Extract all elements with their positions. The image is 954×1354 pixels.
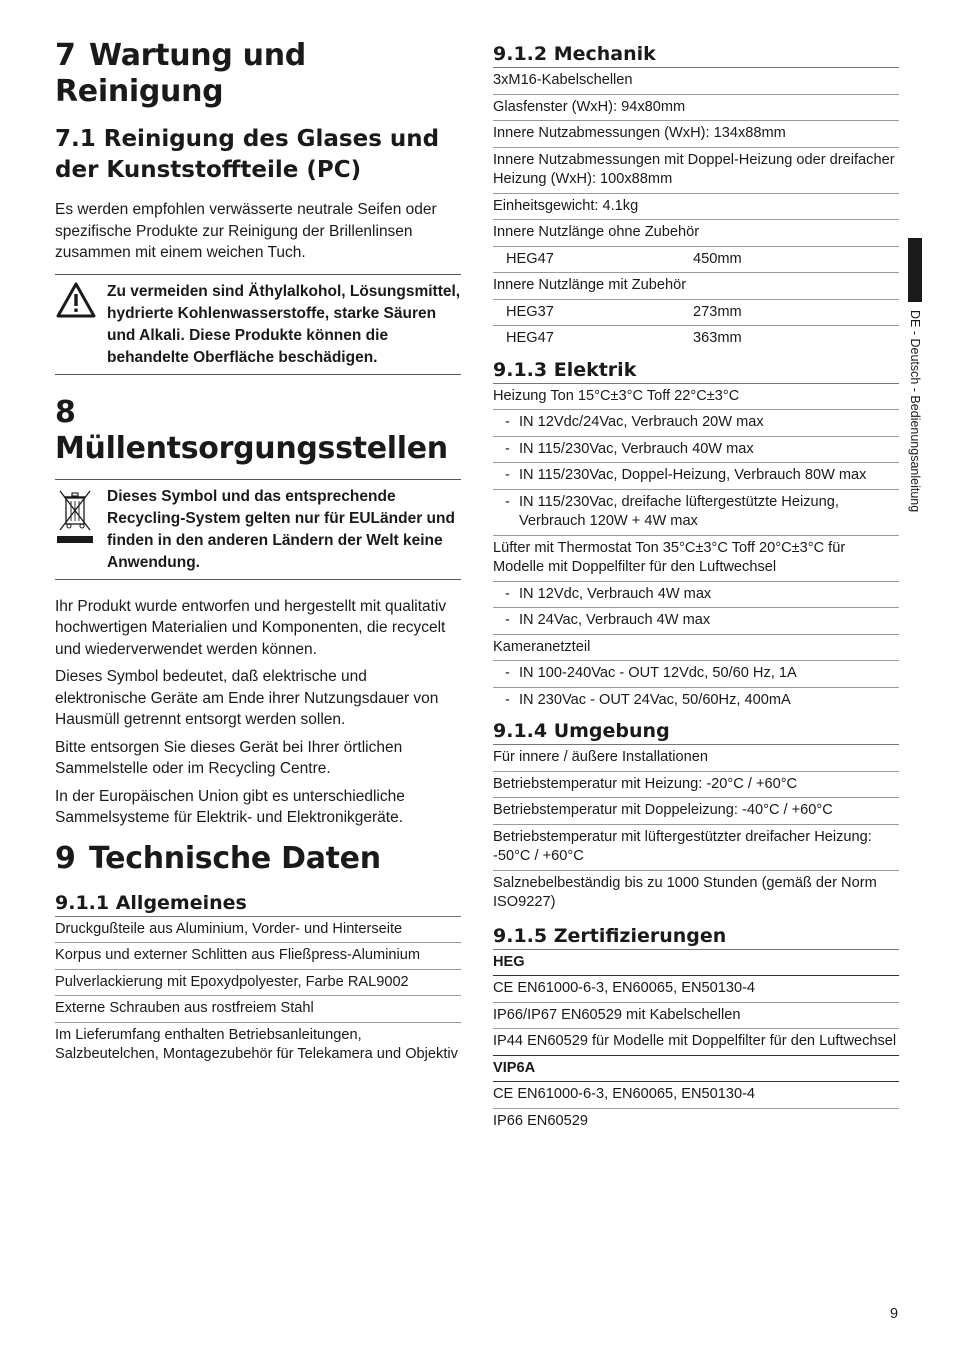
list-item: - IN 230Vac - OUT 24Vac, 50/60Hz, 400mA [505, 691, 791, 708]
disposal-paragraph-4: In der Europäischen Union gibt es unterschiedliche Sammelsysteme für Elektrik- und Elektronikgeräte. [55, 787, 405, 826]
list-item: Betriebstemperatur mit Doppeleizung: -40°C / +60°C [493, 798, 899, 825]
disposal-paragraph-1: Ihr Produkt wurde entworfen und hergestellt mit qualitativ hochwertigen Materialien und Komponenten, die recycelt und wiederverwendet werden können. [55, 597, 447, 658]
section-7-heading: 7 Wartung und Reinigung [55, 38, 306, 109]
list-item: - IN 115/230Vac, dreifache lüftergestützte Heizung, Verbrauch 120W + 4W max [493, 490, 899, 536]
certifications-list [493, 950, 899, 1135]
list-item: Heizung Ton 15°C±3°C Toff 22°C±3°C [493, 384, 899, 411]
section-9-1-4-heading: 9.1.4 Umgebung [493, 719, 899, 745]
list-item: Innere Nutzabmessungen mit Doppel-Heizung oder dreifacher Heizung (WxH): 100x88mm [493, 148, 899, 194]
disposal-paragraph-2: Dieses Symbol bedeutet, daß elektrische und elektronische Geräte am Ende ihrer Nutzungsdauer von Hausmüll getrennt entsorgt werden sollen. [55, 668, 439, 728]
list-item: Externe Schrauben aus rostfreiem Stahl [55, 996, 461, 1023]
electrical-specs-list [493, 384, 899, 714]
list-item: IP44 EN60529 für Modelle mit Doppelfilter für den Luftwechsel [493, 1029, 899, 1056]
list-item: Lüfter mit Thermostat Ton 35°C±3°C Toff 20°C±3°C für Modelle mit Doppelfilter für den Luftwechsel [493, 536, 899, 582]
weee-notice-box [55, 479, 461, 580]
section-9-1-2-heading: 9.1.2 Mechanik [493, 42, 899, 68]
list-item: IP66/IP67 EN60529 mit Kabelschellen [493, 1003, 899, 1030]
weee-notice-text: Dieses Symbol und das entsprechende Recycling-System gelten nur für EULänder und finden in den anderen Ländern der Welt keine Anwendung. [107, 487, 455, 571]
list-item: Innere Nutzabmessungen (WxH): 134x88mm [493, 121, 899, 148]
section-9-heading: 9 Technische Daten [55, 840, 381, 876]
list-item: Pulverlackierung mit Epoxydpolyester, Farbe RAL9002 [55, 970, 461, 997]
list-item: - IN 12Vdc, Verbrauch 4W max [493, 582, 899, 609]
section-9-1-5-heading: 9.1.5 Zertifizierungen [493, 924, 899, 950]
general-specs-list [55, 917, 461, 1068]
list-item: Für innere / äußere Installationen [493, 745, 899, 772]
vip6a-subheading: VIP6A [493, 1056, 899, 1083]
list-item: - IN 115/230Vac, Doppel-Heizung, Verbrauch 80W max [493, 463, 899, 490]
list-item: IP66 EN60529 [493, 1112, 588, 1129]
list-item: - IN 24Vac, Verbrauch 4W max [493, 608, 899, 635]
section-9-1-1-heading: 9.1.1 Allgemeines [55, 891, 461, 917]
table-row: HEG37 273mm [493, 300, 899, 327]
list-item: Druckgußteile aus Aluminium, Vorder- und Hinterseite [55, 917, 461, 944]
list-item: Kameranetzteil [493, 635, 899, 662]
sidebar-label: DE - Deutsch - Bedienungsanleitung [908, 310, 922, 513]
section-8-heading: 8Müllentsorgungsstellen [55, 394, 448, 466]
left-column [55, 38, 461, 1068]
list-item: Innere Nutzlänge ohne Zubehör [493, 220, 899, 247]
crossed-out-bin-icon [55, 486, 107, 574]
page-number: 9 [890, 1306, 899, 1322]
disposal-paragraph-3: Bitte entsorgen Sie dieses Gerät bei Ihrer örtlichen Sammelstelle oder im Recycling Centre. [55, 738, 403, 777]
right-column [493, 42, 899, 1134]
warning-box [55, 274, 461, 375]
list-item: Innere Nutzlänge mit Zubehör [493, 273, 899, 300]
heg-subheading: HEG [493, 950, 899, 977]
list-item: Salznebelbeständig bis zu 1000 Stunden (gemäß der Norm ISO9227) [493, 874, 877, 910]
list-item: Betriebstemperatur mit lüftergestützter dreifacher Heizung: -50°C / +60°C [493, 825, 899, 871]
mechanics-specs-list [493, 68, 899, 352]
list-item: - IN 115/230Vac, Verbrauch 40W max [493, 437, 899, 464]
warning-triangle-icon [55, 281, 107, 369]
cleaning-paragraph: Es werden empfohlen verwässerte neutrale Seifen oder spezifische Produkte zur Reinigung der Brillenlinsen zusammen mit einem weichen Tuch. [55, 201, 437, 261]
list-item: - IN 100-240Vac - OUT 12Vdc, 50/60 Hz, 1A [493, 661, 899, 688]
warning-text: Zu vermeiden sind Äthylalkohol, Lösungsmittel, hydrierte Kohlenwasserstoffe, starke Säuren und Alkali. Diese Produkte können die behandelte Oberfläche beschädigen. [107, 282, 461, 366]
list-item: Im Lieferumfang enthalten Betriebsanleitungen, Salzbeutelchen, Montagezubehör für Telekamera und Objektiv [55, 1026, 458, 1062]
list-item: - IN 12Vdc/24Vac, Verbrauch 20W max [493, 410, 899, 437]
list-item: CE EN61000-6-3, EN60065, EN50130-4 [493, 1082, 899, 1109]
table-row: HEG47 363mm [506, 330, 742, 346]
list-item: 3xM16-Kabelschellen [493, 68, 899, 95]
environment-specs-list [493, 745, 899, 916]
list-item: Korpus und externer Schlitten aus Fließpress-Aluminium [55, 943, 461, 970]
list-item: Glasfenster (WxH): 94x80mm [493, 95, 899, 122]
section-7-1-heading: 7.1 Reinigung des Glases und der Kunststoffteile (PC) [55, 126, 440, 183]
list-item: CE EN61000-6-3, EN60065, EN50130-4 [493, 976, 899, 1003]
list-item: Betriebstemperatur mit Heizung: -20°C / +60°C [493, 772, 899, 799]
list-item: Einheitsgewicht: 4.1kg [493, 194, 899, 221]
section-9-1-3-heading: 9.1.3 Elektrik [493, 358, 899, 384]
table-row: HEG47 450mm [493, 247, 899, 274]
language-tab-marker [908, 238, 922, 302]
